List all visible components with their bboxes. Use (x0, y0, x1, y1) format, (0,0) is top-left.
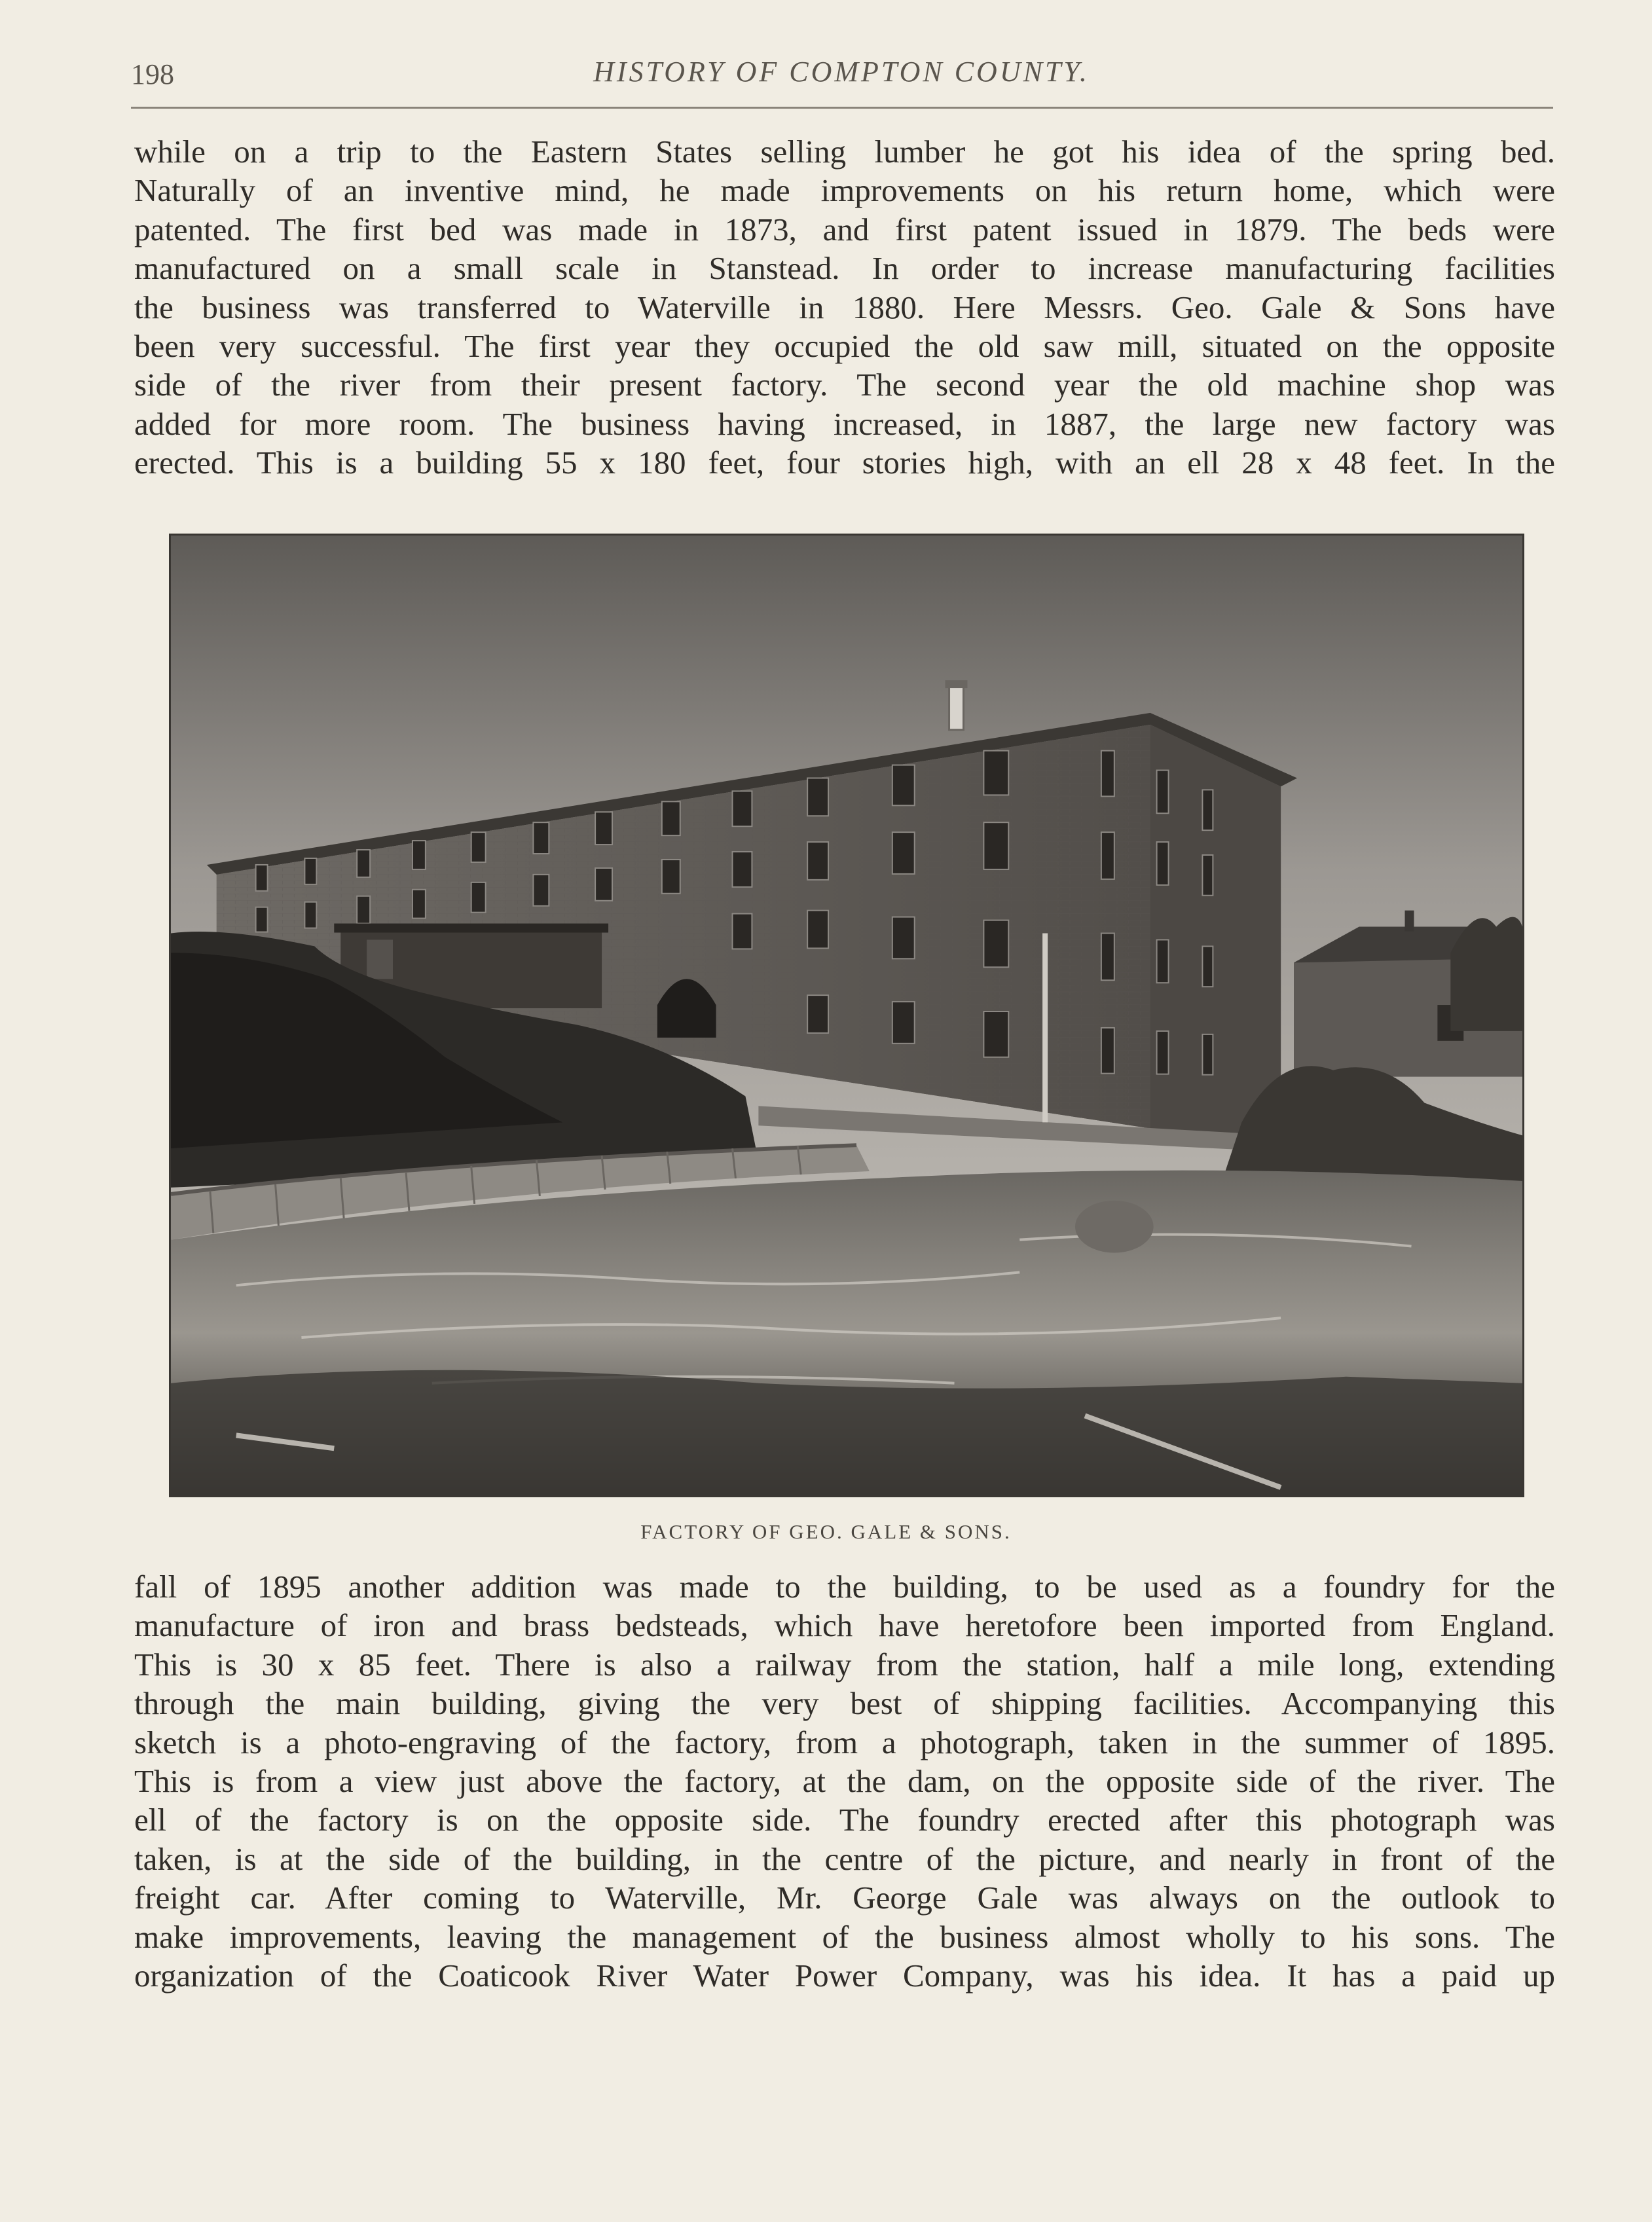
text-line: fall of 1895 another addition was made to the building, to be used as a foundry for the (134, 1569, 1555, 1605)
text-line: added for more room. The business having increased, in 1887, the large new factory was (134, 405, 1555, 442)
running-head: HISTORY OF COMPTON COUNTY. (593, 56, 1090, 88)
header-rule (131, 107, 1553, 109)
text-line: taken, is at the side of the building, in the centre of the picture, and nearly in front of the (134, 1840, 1555, 1877)
text-line: erected. This is a building 55 x 180 feet, four stories high, with an ell 28 x 48 feet. In the (134, 445, 1555, 481)
text-line: been very successful. The first year they occupied the old saw mill, situated on the opposite (134, 328, 1555, 365)
photo-frame (169, 534, 1524, 1497)
text-line: make improvements, leaving the management of the business almost wholly to his sons. The (134, 1918, 1555, 1955)
text-line: organization of the Coaticook River Water Power Company, was his idea. It has a paid up (134, 1958, 1555, 1994)
text-line: freight car. After coming to Waterville, Mr. George Gale was always on the outlook to (134, 1880, 1555, 1916)
text-line: Naturally of an inventive mind, he made improvements on his return home, which were (134, 172, 1555, 209)
text-line: the business was transferred to Waterville in 1880. Here Messrs. Geo. Gale & Sons have (134, 289, 1555, 325)
page-header (131, 51, 1552, 110)
text-line: side of the river from their present factory. The second year the old machine shop was (134, 367, 1555, 403)
factory-photograph (169, 534, 1524, 1497)
text-line: patented. The first bed was made in 1873, and first patent issued in 1879. The beds were (134, 211, 1555, 247)
paragraph-after-figure (134, 1567, 1555, 1995)
photo-engraving (171, 536, 1522, 1495)
text-line: This is 30 x 85 feet. There is also a railway from the station, half a mile long, extending (134, 1646, 1555, 1683)
paragraph-before-figure (134, 132, 1555, 483)
text-line: manufactured on a small scale in Stanstead. In order to increase manufacturing facilities (134, 250, 1555, 287)
page-number: 198 (131, 58, 174, 90)
boulder (1075, 1201, 1154, 1253)
text-line: through the main building, giving the very best of shipping facilities. Accompanying this (134, 1685, 1555, 1722)
text-line: sketch is a photo-engraving of the factory, from a photograph, taken in the summer of 1895. (134, 1724, 1555, 1760)
text-line: ell of the factory is on the opposite side. The foundry erected after this photograph was (134, 1802, 1555, 1838)
text-line: This is from a view just above the factory, at the dam, on the opposite side of the river. The (134, 1763, 1555, 1800)
figure-caption: FACTORY OF GEO. GALE & SONS. (640, 1520, 1012, 1543)
text-line: manufacture of iron and brass bedsteads, which have heretofore been imported from England. (134, 1607, 1555, 1644)
text-line: while on a trip to the Eastern States selling lumber he got his idea of the spring bed. (134, 134, 1555, 170)
